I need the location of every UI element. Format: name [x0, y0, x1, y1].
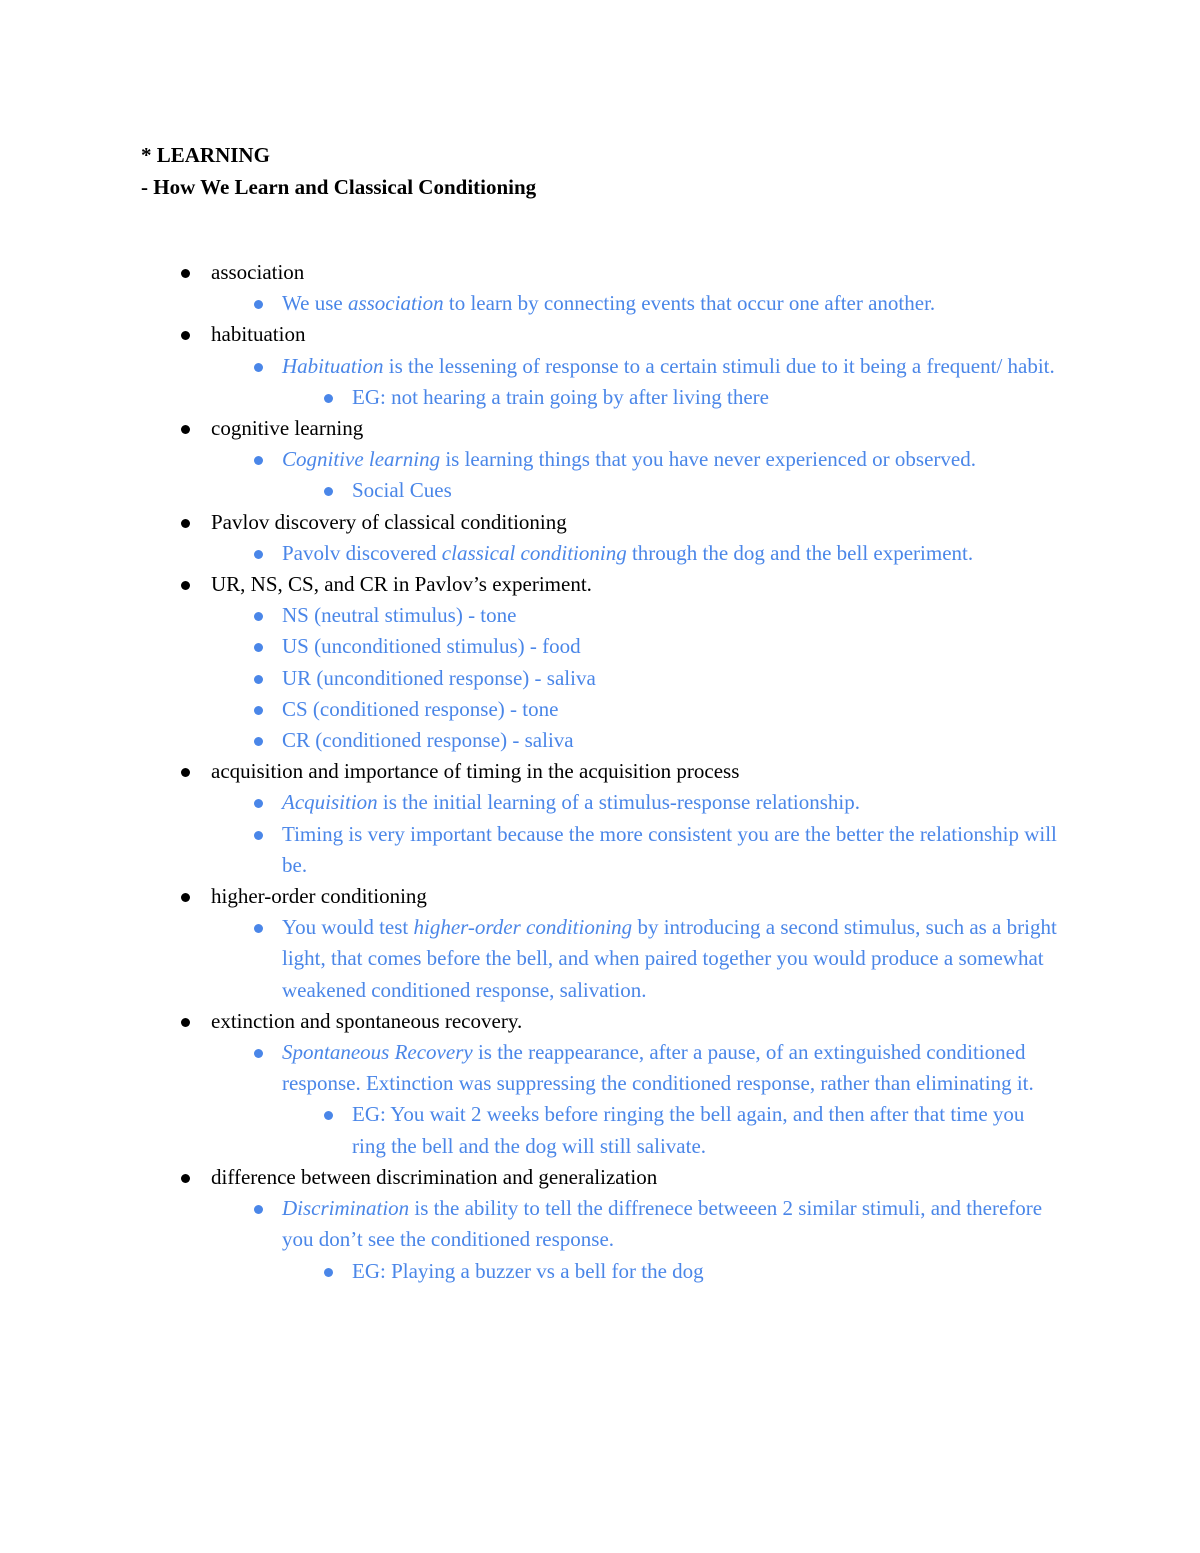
example-text: EG: Playing a buzzer vs a bell for the dog: [352, 1258, 704, 1283]
definition-text-pre: Pavolv discovered: [282, 540, 442, 565]
topic-label: habituation: [211, 322, 306, 347]
definition-text-post: is the initial learning of a stimulus-response relationship.: [377, 790, 860, 815]
definition-text-post: is the ability to tell the diffrenece betweeen 2 similar stimuli, and therefore you don’t see the conditioned response.: [282, 1196, 1043, 1252]
topic-item: [211, 413, 1071, 444]
example-item: [352, 1256, 1052, 1287]
definition-item: [282, 1193, 1072, 1255]
topic-item: [211, 881, 1071, 912]
definition-term: Habituation: [282, 353, 384, 378]
example-item: [352, 475, 1052, 506]
bullet-icon: [254, 799, 263, 808]
topic-label: difference between discrimination and generalization: [211, 1164, 658, 1189]
bullet-icon: [324, 1111, 333, 1120]
term-text: UR (unconditioned response) - saliva: [282, 665, 596, 690]
topic-label: acquisition and importance of timing in the acquisition process: [211, 759, 740, 784]
bullet-icon: [181, 425, 190, 434]
example-text: EG: not hearing a train going by after living there: [352, 384, 769, 409]
definition-text-post: is learning things that you have never experienced or observed.: [440, 447, 976, 472]
bullet-icon: [324, 487, 333, 496]
document-title: * LEARNING: [141, 143, 270, 167]
bullet-icon: [254, 643, 263, 652]
bullet-icon: [254, 737, 263, 746]
bullet-icon: [254, 300, 263, 309]
example-item: [352, 1099, 1052, 1161]
term-item: [282, 694, 1072, 725]
topic-item: [211, 319, 1071, 350]
bullet-icon: [254, 363, 263, 372]
topic-item: [211, 1006, 1071, 1037]
term-text: CR (conditioned response) - saliva: [282, 728, 574, 753]
topic-label: extinction and spontaneous recovery.: [211, 1008, 523, 1033]
topic-item: [211, 756, 1071, 787]
topic-label: UR, NS, CS, and CR in Pavlov’s experiment.: [211, 572, 592, 597]
topic-label: association: [211, 260, 305, 284]
term-text: US (unconditioned stimulus) - food: [282, 634, 581, 659]
bullet-icon: [254, 675, 263, 684]
definition-term: Acquisition: [282, 790, 378, 815]
definition-text-post: by introducing a second stimulus, such as a bright light, that comes before the bell, and when paired together you would produce a somewhat weakened conditioned response, salivation.: [282, 915, 1057, 1002]
definition-item: [282, 538, 1072, 569]
example-item: [352, 382, 1052, 413]
definition-text-pre: You would test: [282, 915, 414, 940]
timing-text: Timing is very important because the more consistent you are the better the relationship will be.: [282, 821, 1057, 877]
term-text: NS (neutral stimulus) - tone: [282, 603, 517, 628]
example-text: EG: You wait 2 weeks before ringing the bell again, and then after that time you ring the bell and the dog will still salivate.: [352, 1102, 1025, 1158]
definition-text-pre: We use: [282, 291, 348, 316]
term-item: [282, 600, 1072, 631]
bullet-icon: [181, 1174, 190, 1183]
definition-item: [282, 1037, 1072, 1099]
bullet-icon: [181, 581, 190, 590]
definition-item: [282, 444, 1072, 475]
topic-label: Pavlov discovery of classical conditioning: [211, 509, 567, 534]
definition-item: [282, 912, 1072, 1006]
bullet-icon: [254, 706, 263, 715]
bullet-icon: [181, 1018, 190, 1027]
definition-term: Cognitive learning: [282, 447, 441, 472]
bullet-icon: [254, 1205, 263, 1214]
term-text: CS (conditioned response) - tone: [282, 696, 559, 721]
bullet-icon: [254, 550, 263, 559]
bullet-icon: [254, 1049, 263, 1058]
term-item: [282, 631, 1072, 662]
topic-item: [211, 257, 1071, 288]
topic-item: [211, 569, 1071, 600]
bullet-icon: [254, 456, 263, 465]
definition-text-post: through the dog and the bell experiment.: [626, 540, 974, 565]
bullet-icon: [181, 893, 190, 902]
definition-item: [282, 819, 1072, 881]
bullet-icon: [181, 768, 190, 777]
notes-list: [0, 257, 1200, 1287]
topic-item: [211, 507, 1071, 538]
topic-item: [211, 1162, 1071, 1193]
definition-item: [282, 351, 1072, 382]
definition-text-post: is the lessening of response to a certain stimuli due to it being a frequent/ habit.: [383, 353, 1055, 378]
bullet-icon: [254, 831, 263, 840]
example-text: Social Cues: [352, 478, 452, 503]
definition-text-post: is the reappearance, after a pause, of an extinguished conditioned response. Extinction was suppressing the conditioned response, rather than eliminating it.: [282, 1040, 1034, 1096]
bullet-icon: [181, 269, 190, 278]
definition-item: [282, 288, 1072, 319]
definition-item: [282, 787, 1072, 818]
bullet-icon: [254, 924, 263, 933]
definition-term: classical conditioning: [441, 540, 627, 565]
topic-label: higher-order conditioning: [211, 884, 427, 909]
bullet-icon: [324, 1268, 333, 1277]
bullet-icon: [181, 331, 190, 340]
bullet-icon: [324, 394, 333, 403]
definition-text-post: to learn by connecting events that occur one after another.: [443, 291, 936, 316]
bullet-icon: [254, 612, 263, 621]
definition-term: Spontaneous Recovery: [282, 1040, 473, 1065]
topic-label: cognitive learning: [211, 416, 364, 441]
definition-term: higher-order conditioning: [413, 915, 633, 940]
document-subtitle: - How We Learn and Classical Conditioning: [141, 175, 537, 199]
definition-term: association: [347, 291, 444, 316]
term-item: [282, 663, 1072, 694]
definition-term: Discrimination: [282, 1196, 410, 1221]
bullet-icon: [181, 519, 190, 528]
term-item: [282, 725, 1072, 756]
